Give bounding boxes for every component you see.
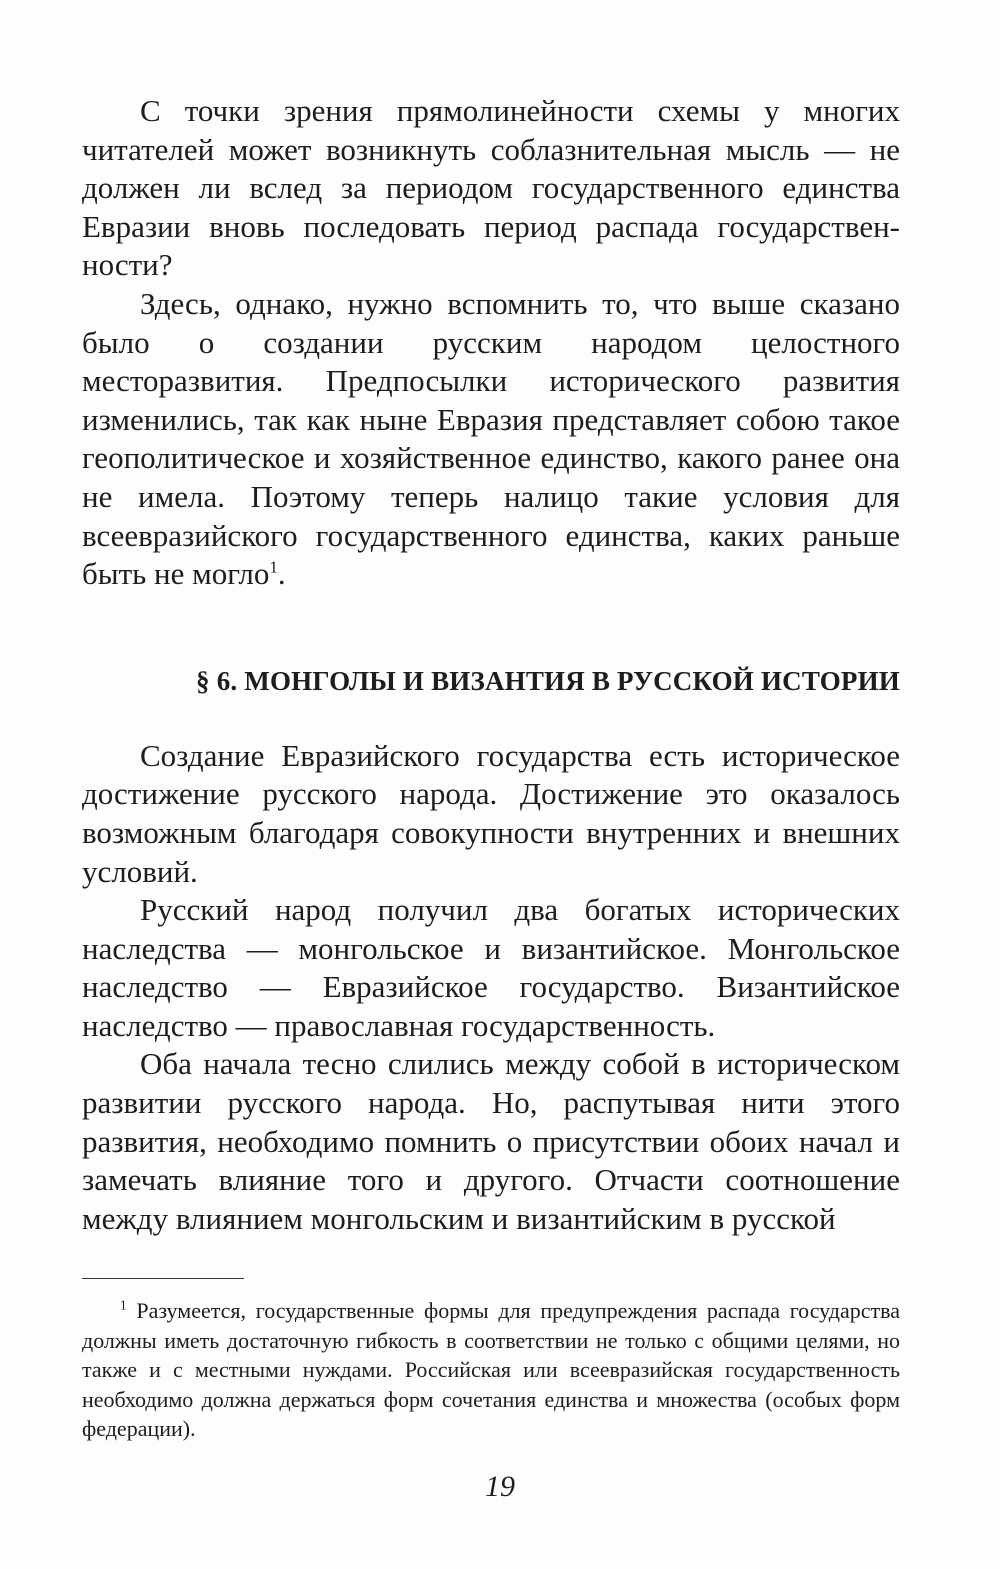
footnote-marker: 1 [120, 1297, 127, 1313]
section-heading: § 6. МОНГОЛЫ И ВИЗАНТИЯ В РУССКОЙ ИСТОРИИ [196, 665, 900, 696]
paragraph-2-text: Здесь, однако, нужно вспомнить то, что выше сказано было о создании русским народом целостного месторазвития. Предпосылки исторического развития изменились, так как ныне Евразия представляет собою такое геополитическое и хозяйственное единство, какого ранее она не имела. Поэтому теперь налицо такие условия для всеевразийского государственного единства, каких раньше быть не могло [82, 285, 900, 592]
paragraph-5: Оба начала тесно слились между собой в историческом развитии русского народа. Но, распутывая нити этого развития, необходимо помнить о присутствии обоих начал и замечать влияние того и другого. Отчасти соотношение между влиянием монгольским и византийским в русской [82, 1046, 900, 1236]
paragraph-3: Создание Евразийского государства есть историческое достижение русского народа. Достижение это оказалось возможным благодаря совокупности внутренних и внешних условий. [82, 737, 900, 889]
page-body [82, 92, 900, 1238]
paragraph-4: Русский народ получил два богатых исторических наследства — монгольское и византийское. Монгольское наследство — Евразийское государство. Византийское наследство — православная государственность. [82, 892, 900, 1043]
footnote [82, 1296, 900, 1444]
page-number: 19 [485, 1470, 515, 1503]
footnote-reference[interactable]: 1 [269, 557, 278, 577]
paragraph-1: С точки зрения прямолинейности схемы у многих читателей может возникнуть соблазнительная мысль — не должен ли вслед за периодом государственного единства Евразии вновь последовать период распада государственности? [82, 93, 900, 283]
footnote-divider [82, 1278, 244, 1279]
paragraph-2: Здесь, однако, нужно вспомнить то, что выше сказано было о создании русским народом целостного месторазвития. Предпосылки исторического развития изменились, так как ныне Евразия представляет собою такое геополитическое и хозяйственное единство, какого ранее она не имела. Поэтому теперь налицо такие условия для всеевразийского государственного единства, каких раньше быть не могло$^1$. [82, 285, 900, 592]
footnote-text: Разумеется, государственные формы для предупреждения распада государства должны иметь достаточную гибкость в соответствии не только с общими целями, но также и с местными нуждами. Российская или всеевразийская государственность необходимо должна держаться форм сочетания единства и множества (особых форм федерации). [82, 1298, 900, 1441]
